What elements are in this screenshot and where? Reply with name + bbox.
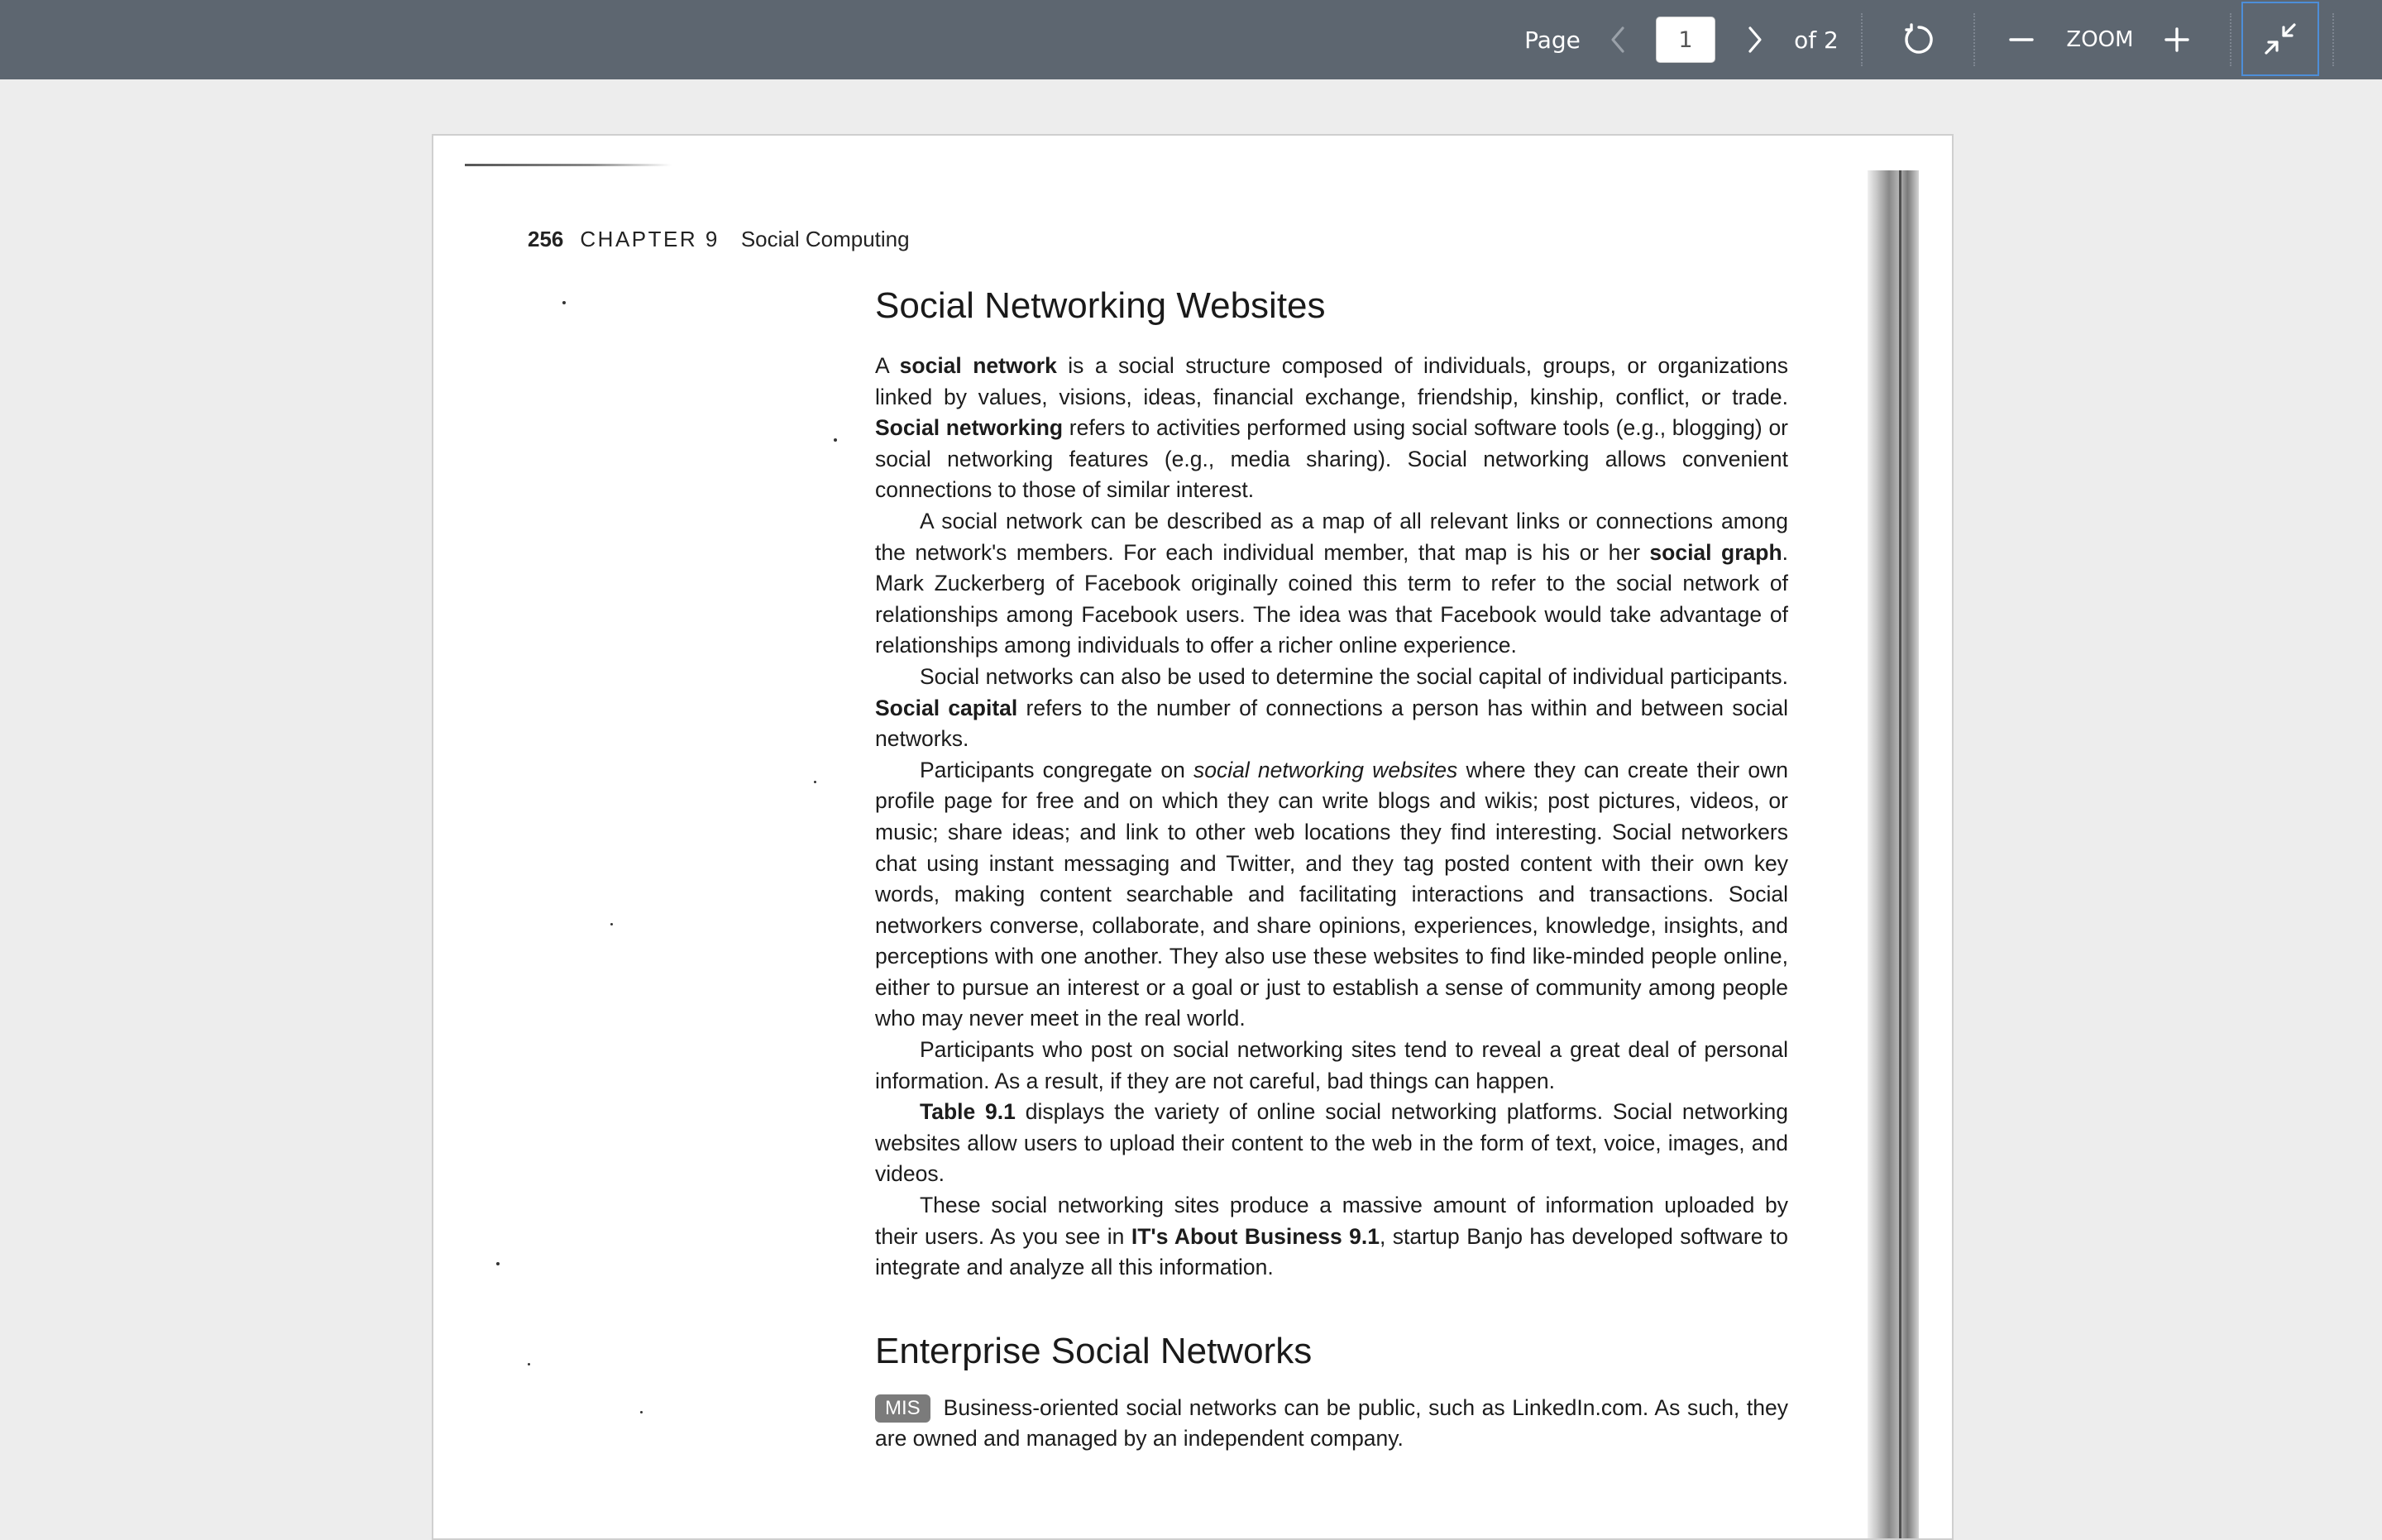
rotate-button[interactable] <box>1899 0 1939 79</box>
paragraph <box>875 1097 1788 1190</box>
text-run: Social networks can also be used to determine the social capital of individual participants. <box>920 663 1788 689</box>
key-term: Social capital <box>875 695 1018 720</box>
book-binding-edge <box>1899 170 1901 1540</box>
text-run: refers to the number of connections a person has within and between social networks. <box>875 695 1788 752</box>
section-heading: Social Networking Websites <box>875 285 1326 326</box>
text-run: , startup Banjo has developed software to integrate and analyze all this information. <box>875 1223 1788 1280</box>
scan-speck <box>610 923 613 925</box>
viewer-toolbar <box>0 0 2382 79</box>
toolbar-divider <box>2230 13 2231 66</box>
next-page-button[interactable] <box>1737 0 1773 79</box>
zoom-label: ZOOM <box>2066 27 2134 52</box>
scan-speck <box>814 781 816 783</box>
chapter-title: Social Computing <box>740 227 910 251</box>
paragraph <box>875 1393 1788 1455</box>
paragraph <box>875 662 1788 755</box>
text-run: Business-oriented social networks can be public, such as LinkedIn.com. As such, they are owned and managed by an independent company. <box>875 1394 1788 1452</box>
text-run: . Mark Zuckerberg of Facebook originally coined this term to refer to the social network of relationships among Facebook users. The idea was that Facebook would take advantage of relationships among individuals to offer a richer online experience. <box>875 539 1788 658</box>
book-binding-shadow <box>1868 170 1919 1540</box>
text-run: displays the variety of online social networking platforms. Social networking websites allow users to upload their content to the web in the form of text, voice, images, and videos. <box>875 1099 1789 1187</box>
scan-speck <box>528 1363 530 1365</box>
text-run: Participants who post on social networking sites tend to reveal a great deal of personal information. As a result, if they are not careful, bad things can happen. <box>875 1037 1788 1093</box>
text-run: A social network can be described as a map of all relevant links or connections among the network's members. For each individual member, that map is his or her <box>875 508 1788 565</box>
paragraph <box>875 1035 1788 1097</box>
scan-speck <box>640 1411 643 1413</box>
minus-icon <box>2008 26 2035 53</box>
text-run: These social networking sites produce a massive amount of information uploaded by their users. As you see in <box>875 1193 1788 1249</box>
rotate-icon <box>1901 22 1936 57</box>
toolbar-divider <box>1973 13 1975 66</box>
table-reference: Table 9.1 <box>920 1099 1016 1125</box>
chapter-label: CHAPTER 9 <box>580 227 720 251</box>
scan-rule <box>465 164 672 166</box>
text-run: where they can create their own profile page for free and on which they can write blogs and wikis; post pictures, videos, or music; share ideas; and link to other web locations they find interesting. Social networkers chat using instant messaging and Twitter, and they tag posted content with their own key words, making content searchable and facilitating interactions and transactions. Social networkers converse, collaborate, and share opinions, experiences, knowledge, insights, and perceptions with one another. They also use these websites to find like-minded people online, either to pursue an interest or a goal or just to establish a sense of community among people who may never meet in the real world. <box>875 757 1789 1031</box>
toolbar-divider <box>1861 13 1863 66</box>
page-label: Page <box>1524 26 1581 54</box>
chevron-left-icon <box>1609 26 1627 54</box>
plus-icon <box>2164 26 2190 53</box>
key-term: social network <box>899 353 1057 378</box>
collapse-icon <box>2264 22 2297 55</box>
document-page <box>432 134 1954 1540</box>
toolbar-divider <box>2332 13 2334 66</box>
previous-page-button[interactable] <box>1600 0 1636 79</box>
zoom-in-button[interactable] <box>2160 0 2193 79</box>
page-number: 256 <box>528 227 564 251</box>
text-run: Participants congregate on <box>920 757 1193 782</box>
paragraph <box>875 1190 1788 1284</box>
case-reference: IT's About Business 9.1 <box>1131 1223 1380 1249</box>
running-header <box>528 227 910 252</box>
page-total-label: of 2 <box>1794 26 1839 54</box>
page-body <box>875 285 1788 1455</box>
scan-speck <box>834 438 837 442</box>
key-term: social graph <box>1649 539 1782 565</box>
page-number-input[interactable] <box>1656 17 1715 63</box>
italic-term: social networking websites <box>1193 757 1458 782</box>
paragraph <box>875 506 1788 662</box>
paragraph <box>875 755 1788 1035</box>
scan-speck <box>562 301 566 304</box>
exit-fullscreen-button[interactable] <box>2241 2 2319 76</box>
section-heading: Enterprise Social Networks <box>875 1330 1313 1371</box>
text-run: A <box>875 353 900 378</box>
text-run: refers to activities performed using social software tools (e.g., blogging) or social networking features (e.g., media sharing). Social networking allows convenient connections to those of similar interest. <box>875 415 1789 503</box>
key-term: Social networking <box>875 415 1064 441</box>
paragraph <box>875 351 1788 506</box>
chevron-right-icon <box>1746 26 1764 54</box>
scan-speck <box>496 1262 500 1265</box>
mis-badge: MIS <box>875 1394 930 1423</box>
text-run: is a social structure composed of individuals, groups, or organizations linked by values, visions, ideas, financial exchange, friendship, kinship, conflict, or trade. <box>875 353 1788 409</box>
zoom-out-button[interactable] <box>2005 0 2038 79</box>
